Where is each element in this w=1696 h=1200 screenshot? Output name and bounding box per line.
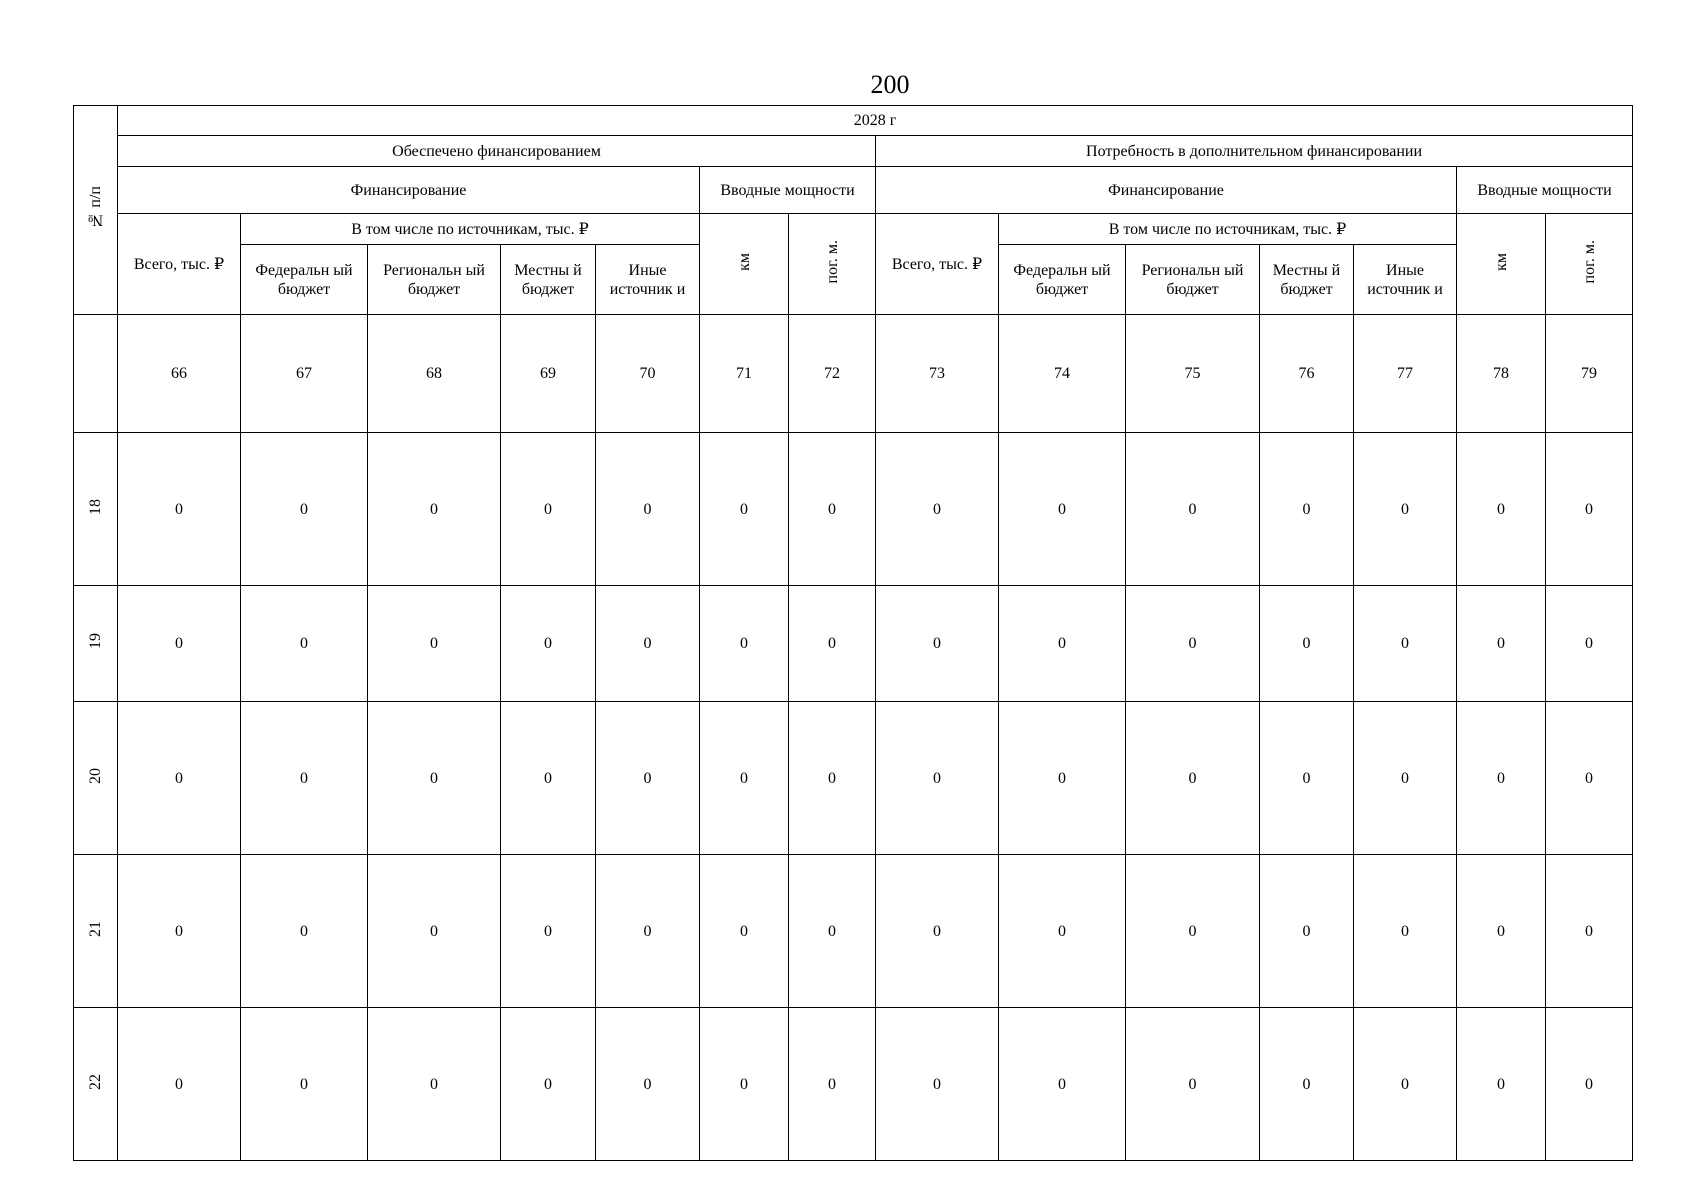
value-cell: 0: [1546, 855, 1633, 1008]
value-cell: 0: [1546, 1008, 1633, 1161]
table-row: [74, 586, 1633, 702]
table-row: [74, 855, 1633, 1008]
value-cell: 0: [1126, 586, 1260, 702]
additional-regional-header: Региональн ый бюджет: [1126, 245, 1260, 315]
column-number-empty: [74, 315, 118, 433]
value-cell: 0: [999, 586, 1126, 702]
table-row: [74, 702, 1633, 855]
secured-sources-header: В том числе по источникам, тыс. ₽: [241, 214, 700, 245]
column-number: 78: [1457, 315, 1546, 433]
table-header: [74, 106, 1633, 315]
value-cell: 0: [1546, 702, 1633, 855]
additional-km-header: [1457, 214, 1546, 315]
row-number-cell: [74, 586, 118, 702]
value-cell: 0: [501, 1008, 596, 1161]
table-body: [74, 315, 1633, 1161]
value-cell: 0: [1457, 855, 1546, 1008]
additional-capacity-header: Вводные мощности: [1457, 167, 1633, 214]
value-cell: 0: [789, 1008, 876, 1161]
column-number: 68: [368, 315, 501, 433]
additional-total-header: Всего, тыс. ₽: [876, 214, 999, 315]
value-cell: 0: [789, 855, 876, 1008]
column-number: 79: [1546, 315, 1633, 433]
value-cell: 0: [241, 702, 368, 855]
row-number-cell: [74, 702, 118, 855]
value-cell: 0: [596, 586, 700, 702]
value-cell: 0: [999, 702, 1126, 855]
additional-other-header: Иные источник и: [1354, 245, 1457, 315]
column-number: 77: [1354, 315, 1457, 433]
row-number: 19: [87, 633, 104, 649]
additional-financing-header: Финансирование: [876, 167, 1457, 214]
value-cell: 0: [501, 855, 596, 1008]
value-cell: 0: [1546, 433, 1633, 586]
value-cell: 0: [501, 433, 596, 586]
value-cell: 0: [368, 1008, 501, 1161]
secured-km-label: км: [735, 252, 753, 271]
column-number: 71: [700, 315, 789, 433]
additional-km-label: км: [1492, 252, 1510, 271]
value-cell: 0: [1546, 586, 1633, 702]
additional-pog-label: пог. м.: [1580, 239, 1598, 284]
value-cell: 0: [1126, 1008, 1260, 1161]
secured-pog-header: [789, 214, 876, 315]
value-cell: 0: [1457, 1008, 1546, 1161]
value-cell: 0: [1126, 702, 1260, 855]
secured-km-header: [700, 214, 789, 315]
year-header: 2028 г: [118, 106, 1633, 136]
additional-sources-header: В том числе по источникам, тыс. ₽: [999, 214, 1457, 245]
additional-local-header: Местны й бюджет: [1260, 245, 1354, 315]
value-cell: 0: [241, 1008, 368, 1161]
value-cell: 0: [596, 855, 700, 1008]
value-cell: 0: [596, 1008, 700, 1161]
value-cell: 0: [1354, 855, 1457, 1008]
value-cell: 0: [241, 586, 368, 702]
value-cell: 0: [1354, 433, 1457, 586]
value-cell: 0: [1260, 702, 1354, 855]
additional-pog-header: [1546, 214, 1633, 315]
value-cell: 0: [1457, 586, 1546, 702]
secured-regional-header: Региональн ый бюджет: [368, 245, 501, 315]
value-cell: 0: [368, 855, 501, 1008]
value-cell: 0: [1126, 855, 1260, 1008]
value-cell: 0: [999, 433, 1126, 586]
column-number: 74: [999, 315, 1126, 433]
value-cell: 0: [1457, 702, 1546, 855]
value-cell: 0: [700, 586, 789, 702]
table-row: [74, 433, 1633, 586]
additional-federal-header: Федеральн ый бюджет: [999, 245, 1126, 315]
column-number: 76: [1260, 315, 1354, 433]
value-cell: 0: [876, 1008, 999, 1161]
value-cell: 0: [1260, 1008, 1354, 1161]
row-number-cell: [74, 855, 118, 1008]
row-number: 20: [87, 767, 104, 784]
value-cell: 0: [1260, 433, 1354, 586]
page-number: 200: [870, 70, 910, 99]
value-cell: 0: [1354, 702, 1457, 855]
value-cell: 0: [596, 433, 700, 586]
row-number: 21: [87, 920, 104, 937]
value-cell: 0: [1457, 433, 1546, 586]
group-secured-title: Обеспечено финансированием: [118, 136, 876, 167]
value-cell: 0: [876, 702, 999, 855]
financing-table: [73, 105, 1633, 1161]
value-cell: 0: [999, 1008, 1126, 1161]
row-number: 18: [87, 498, 104, 515]
row-number-cell: [74, 433, 118, 586]
value-cell: 0: [700, 855, 789, 1008]
value-cell: 0: [999, 855, 1126, 1008]
column-number: 70: [596, 315, 700, 433]
value-cell: 0: [1354, 586, 1457, 702]
value-cell: 0: [501, 586, 596, 702]
value-cell: 0: [118, 702, 241, 855]
table-row: [74, 1008, 1633, 1161]
secured-local-header: Местны й бюджет: [501, 245, 596, 315]
column-number: 73: [876, 315, 999, 433]
secured-total-header: Всего, тыс. ₽: [118, 214, 241, 315]
secured-pog-label: пог. м.: [823, 239, 841, 284]
value-cell: 0: [789, 586, 876, 702]
value-cell: 0: [700, 702, 789, 855]
value-cell: 0: [118, 1008, 241, 1161]
value-cell: 0: [118, 433, 241, 586]
value-cell: 0: [241, 433, 368, 586]
row-number-header: [74, 106, 118, 315]
value-cell: 0: [368, 433, 501, 586]
column-number: 72: [789, 315, 876, 433]
value-cell: 0: [1260, 855, 1354, 1008]
column-numbers-row: [74, 315, 1633, 433]
value-cell: 0: [876, 855, 999, 1008]
row-number-header-label: № п/п: [87, 186, 104, 229]
column-number: 66: [118, 315, 241, 433]
value-cell: 0: [1126, 433, 1260, 586]
value-cell: 0: [789, 702, 876, 855]
row-number: 22: [87, 1073, 104, 1090]
value-cell: 0: [118, 586, 241, 702]
secured-capacity-header: Вводные мощности: [700, 167, 876, 214]
value-cell: 0: [700, 1008, 789, 1161]
row-number-cell: [74, 1008, 118, 1161]
column-number: 67: [241, 315, 368, 433]
value-cell: 0: [118, 855, 241, 1008]
value-cell: 0: [368, 586, 501, 702]
value-cell: 0: [700, 433, 789, 586]
value-cell: 0: [1260, 586, 1354, 702]
column-number: 75: [1126, 315, 1260, 433]
secured-other-header: Иные источник и: [596, 245, 700, 315]
secured-federal-header: Федеральн ый бюджет: [241, 245, 368, 315]
value-cell: 0: [876, 586, 999, 702]
value-cell: 0: [501, 702, 596, 855]
value-cell: 0: [876, 433, 999, 586]
value-cell: 0: [368, 702, 501, 855]
column-number: 69: [501, 315, 596, 433]
group-additional-title: Потребность в дополнительном финансировании: [876, 136, 1633, 167]
value-cell: 0: [596, 702, 700, 855]
value-cell: 0: [1354, 1008, 1457, 1161]
value-cell: 0: [241, 855, 368, 1008]
value-cell: 0: [789, 433, 876, 586]
secured-financing-header: Финансирование: [118, 167, 700, 214]
